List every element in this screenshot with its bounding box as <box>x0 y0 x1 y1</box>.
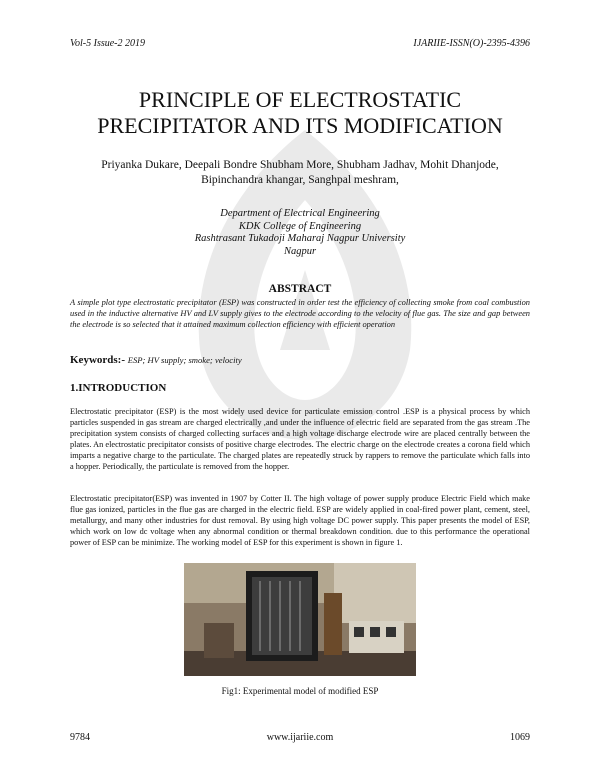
footer-paper-id: 9784 <box>70 732 90 743</box>
journal-issn: IJARIIE-ISSN(O)-2395-4396 <box>413 38 530 49</box>
intro-paragraph-2: Electrostatic precipitator(ESP) was invented in 1907 by Cotter II. The high voltage of power supply produce Electric Field which make flue gas ionized, particles in the flue gas are charged in the electric field. ESP are widely applied in coal-fired power plant, cement, steel, metallurgy, and many other industries for dust removal. By using high voltage DC power supply. This paper presents the model of ESP, which work on low dc voltage when any abnormal condition or thermal breakdown condition. due to this performance the operational power of ESP can be minimize. The working model of ESP for this experiment is shown in figure 1. <box>70 494 530 547</box>
affiliation-city: Nagpur <box>283 245 317 257</box>
author-list <box>70 158 530 188</box>
figure-caption: Fig1: Experimental model of modified ESP <box>221 686 379 696</box>
affiliation-university: Rashtrasant Tukadoji Maharaj Nagpur University <box>194 233 406 244</box>
title-line-2: PRECIPITATOR AND ITS MODIFICATION <box>97 113 503 138</box>
affiliation-college: KDK College of Engineering <box>238 220 362 232</box>
esp-model-photo <box>184 563 416 676</box>
footer-website: www.ijariie.com <box>266 732 334 743</box>
intro-paragraph-1: Electrostatic precipitator (ESP) is the most widely used device for particulate emission control .ESP is a physical process by which particles suspended in gas stream are charged electrically ,and under the influence of electric field are separated from the gas stream .The precipitation system consists of charged collecting surfaces and a high voltage discharge electrode wire are placed centrally between the plates. An electrostatic precipitator consists of positive charge electrodes. The electric charge on the electrode creates a corona field which imparts a negative charge to the particulate. The charged plates are repeatedly struck by rappers to remove the particulate which falls into a hopper. Periodically, the particulate is removed from the hopper. <box>70 407 530 471</box>
abstract-text: A simple plot type electrostatic precipitator (ESP) was constructed in order test the efficiency of collecting smoke from coal combustion used in the inductive alternative HV and LV supply gives to the electrode according to the velocity of flue gas. The size and gap between the electrode is so selected that it attained maximum collection efficiency with efficient operation <box>70 298 530 329</box>
keywords <box>70 354 242 366</box>
affiliation-department: Department of Electrical Engineering <box>220 208 380 219</box>
authors-line-1: Priyanka Dukare, Deepali Bondre Shubham More, Shubham Jadhav, Mohit Dhanjode, <box>101 159 499 171</box>
title-line-1: PRINCIPLE OF ELECTROSTATIC <box>138 87 462 112</box>
section-heading-introduction: 1.INTRODUCTION <box>70 382 167 394</box>
abstract-heading: ABSTRACT <box>268 283 332 295</box>
keywords-label: Keywords:- <box>70 354 125 366</box>
journal-volume: Vol-5 Issue-2 2019 <box>70 38 145 49</box>
keywords-values: ESP; HV supply; smoke; velocity <box>127 355 242 365</box>
paper-title <box>0 87 600 139</box>
affiliation <box>0 208 600 258</box>
authors-line-2: Bipinchandra khangar, Sanghpal meshram, <box>201 174 399 186</box>
footer-page-number: 1069 <box>510 732 530 743</box>
